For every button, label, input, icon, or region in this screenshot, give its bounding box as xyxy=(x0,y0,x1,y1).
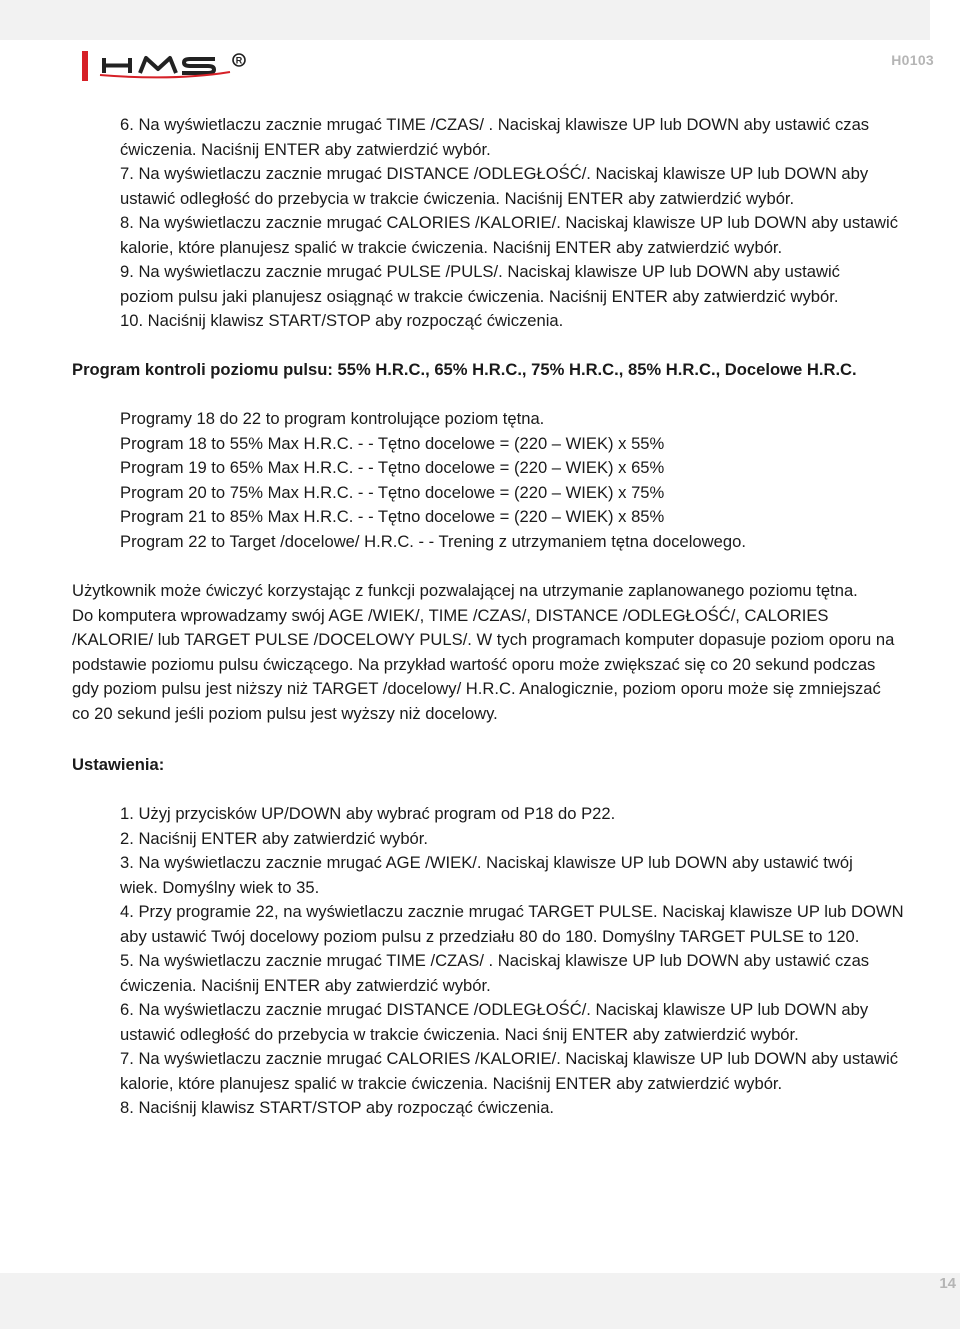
step-b-line: aby ustawić Twój docelowy poziom pulsu z przedziału 80 do 180. Domyślny TARGET PULSE to 120. xyxy=(120,926,860,946)
paragraph-line: /KALORIE/ lub TARGET PULSE /DOCELOWY PULS/. W tych programach komputer dopasuje poziom oporu na xyxy=(72,630,895,649)
step-a-line: ćwiczenia. Naciśnij ENTER aby zatwierdzić wybór. xyxy=(120,139,491,159)
step-a-line: 8. Na wyświetlaczu zacznie mrugać CALORIES /KALORIE/. Naciskaj klawisze UP lub DOWN aby ustawić xyxy=(120,213,899,232)
program-line: Program 18 to 55% Max H.R.C. - - Tętno docelowe = (220 – WIEK) x 55% xyxy=(120,433,665,453)
paragraph-line: gdy poziom pulsu jest niższy niż TARGET /docelowy/ H.R.C. Analogicznie, poziom oporu może się zmniejszać xyxy=(72,679,881,698)
paragraph-line: podstawie poziomu pulsu ćwiczącego. Na przykład wartość oporu może zwiększać się co 20 sekund podczas xyxy=(72,654,876,674)
program-line: Program 21 to 85% Max H.R.C. - - Tętno docelowe = (220 – WIEK) x 85% xyxy=(120,507,665,526)
step-b-line: 6. Na wyświetlaczu zacznie mrugać DISTANCE /ODLEGŁOŚĆ/. Naciskaj klawisze UP lub DOWN aby xyxy=(120,1000,869,1019)
footer-band xyxy=(0,1273,960,1329)
section-heading: Program kontroli poziomu pulsu: 55% H.R.C., 65% H.R.C., 75% H.R.C., 85% H.R.C., Docelowe H.R.C. xyxy=(72,360,857,379)
step-a-line: 9. Na wyświetlaczu zacznie mrugać PULSE /PULS/. Naciskaj klawisze UP lub DOWN aby ustawić xyxy=(120,262,840,281)
program-line: Program 22 to Target /docelowe/ H.R.C. - - Trening z utrzymaniem tętna docelowego. xyxy=(120,531,746,551)
page-number: 14 xyxy=(939,1275,956,1292)
program-line: Program 19 to 65% Max H.R.C. - - Tętno docelowe = (220 – WIEK) x 65% xyxy=(120,458,665,477)
step-b-line: ćwiczenia. Naciśnij ENTER aby zatwierdzić wybór. xyxy=(120,975,491,995)
paragraph-line: Użytkownik może ćwiczyć korzystając z funkcji pozwalającej na utrzymanie zaplanowanego poziomu tętna. xyxy=(72,581,858,600)
program-line: Program 20 to 75% Max H.R.C. - - Tętno docelowe = (220 – WIEK) x 75% xyxy=(120,482,665,502)
step-b-line: 2. Naciśnij ENTER aby zatwierdzić wybór. xyxy=(120,828,429,848)
step-b-line: kalorie, które planujesz spalić w trakcie ćwiczenia. Naciśnij ENTER aby zatwierdzić wybór. xyxy=(120,1073,783,1093)
step-b-line: 4. Przy programie 22, na wyświetlaczu zacznie mrugać TARGET PULSE. Naciskaj klawisze UP lub DOWN xyxy=(120,902,904,921)
program-line: Programy 18 do 22 to program kontrolujące poziom tętna. xyxy=(120,409,545,428)
step-b-line: 3. Na wyświetlaczu zacznie mrugać AGE /WIEK/. Naciskaj klawisze UP lub DOWN aby ustawić twój xyxy=(120,853,853,872)
step-a-line: kalorie, które planujesz spalić w trakcie ćwiczenia. Naciśnij ENTER aby zatwierdzić wybór. xyxy=(120,237,783,257)
svg-text:R: R xyxy=(235,55,243,66)
step-b-line: ustawić odległość do przebycia w trakcie ćwiczenia. Naci śnij ENTER aby zatwierdzić wybór. xyxy=(120,1024,799,1044)
step-a-line: 6. Na wyświetlaczu zacznie mrugać TIME /CZAS/ . Naciskaj klawisze UP lub DOWN aby ustawić czas xyxy=(120,115,870,134)
hms-logo xyxy=(80,49,255,83)
step-b-line: 7. Na wyświetlaczu zacznie mrugać CALORIES /KALORIE/. Naciskaj klawisze UP lub DOWN aby ustawić xyxy=(120,1049,899,1068)
paragraph-line: Do komputera wprowadzamy swój AGE /WIEK/, TIME /CZAS/, DISTANCE /ODLEGŁOŚĆ/, CALORIES xyxy=(72,605,829,625)
document-code: H0103 xyxy=(891,52,934,68)
step-b-line: wiek. Domyślny wiek to 35. xyxy=(120,877,320,897)
step-a-line: poziom pulsu jaki planujesz osiągnąć w trakcie ćwiczenia. Naciśnij ENTER aby zatwierdzić wybór. xyxy=(120,286,839,306)
step-a-line: 10. Naciśnij klawisz START/STOP aby rozpocząć ćwiczenia. xyxy=(120,311,564,330)
step-b-line: 5. Na wyświetlaczu zacznie mrugać TIME /CZAS/ . Naciskaj klawisze UP lub DOWN aby ustawić czas xyxy=(120,951,870,970)
paragraph-line: co 20 sekund jeśli poziom pulsu jest wyższy niż docelowy. xyxy=(72,703,498,723)
step-a-line: 7. Na wyświetlaczu zacznie mrugać DISTANCE /ODLEGŁOŚĆ/. Naciskaj klawisze UP lub DOWN aby xyxy=(120,164,869,183)
step-a-line: ustawić odległość do przebycia w trakcie ćwiczenia. Naciśnij ENTER aby zatwierdzić wybór. xyxy=(120,188,795,208)
step-b-line: 8. Naciśnij klawisz START/STOP aby rozpocząć ćwiczenia. xyxy=(120,1098,555,1117)
settings-heading: Ustawienia: xyxy=(72,755,165,774)
header-band xyxy=(0,0,930,40)
step-b-line: 1. Użyj przycisków UP/DOWN aby wybrać program od P18 do P22. xyxy=(120,804,616,823)
